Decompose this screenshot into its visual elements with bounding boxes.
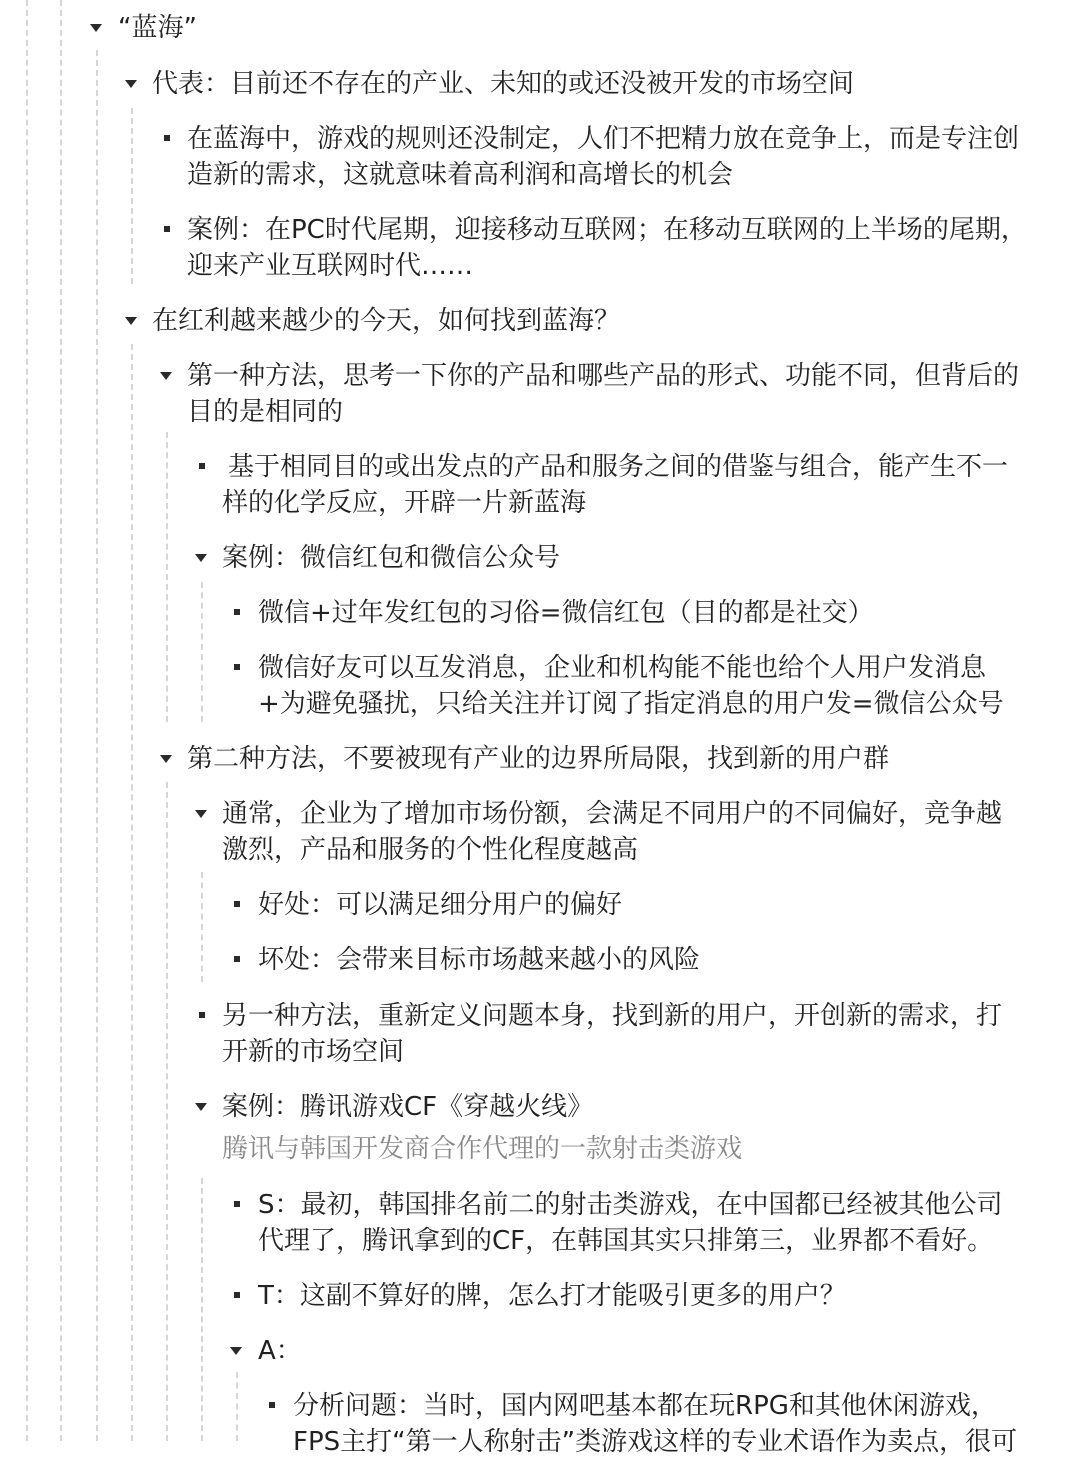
square-bullet-icon [234,1201,240,1207]
square-bullet-icon [234,1292,240,1298]
indent-guide [166,432,168,722]
node-text: “蓝海” [118,13,197,43]
node-text: 代表：目前还不存在的产业、未知的或还没被开发的市场空间 [152,69,855,99]
square-bullet-icon [234,664,240,670]
node-text-continued: 目的是相同的 [187,397,344,427]
node-text-continued: +为避免骚扰，只给关注并订阅了指定消息的用户发=微信公众号 [258,689,1004,719]
node-text: 第一种方法，思考一下你的产品和哪些产品的形式、功能不同，但背后的 [187,361,1020,391]
node-text-continued: 激烈，产品和服务的个性化程度越高 [222,835,639,865]
caret-down-icon[interactable] [195,554,207,562]
indent-guide [201,872,203,982]
node-text-continued: 开新的市场空间 [222,1037,405,1067]
node-text: 微信好友可以互发消息，企业和机构能不能也给个人用户发消息 [258,653,987,683]
node-text: 在红利越来越少的今天，如何找到蓝海？ [152,306,621,336]
node-text-continued: 造新的需求，这就意味着高利润和高增长的机会 [187,160,734,190]
square-bullet-icon [164,226,170,232]
indent-guide [166,782,168,1441]
indent-guide [201,1178,203,1441]
caret-down-icon[interactable] [195,810,207,818]
square-bullet-icon [234,901,240,907]
square-bullet-icon [234,956,240,962]
node-text: 案例：在PC时代尾期，迎接移动互联网；在移动互联网的上半场的尾期， [187,215,1027,245]
node-text: 坏处：会带来目标市场越来越小的风险 [258,945,701,975]
square-bullet-icon [234,609,240,615]
indent-guide [96,50,98,1441]
caret-down-icon[interactable] [195,1103,207,1111]
indent-guide [201,582,203,722]
node-text: 案例：腾讯游戏CF《穿越火线》 [222,1092,594,1122]
indent-guide [236,1372,238,1441]
node-text: S：最初，韩国排名前二的射击类游戏，在中国都已经被其他公司 [258,1190,1003,1220]
square-bullet-icon [199,1012,205,1018]
caret-down-icon[interactable] [230,1347,242,1355]
node-text: T：这副不算好的牌，怎么打才能吸引更多的用户？ [258,1281,846,1311]
node-text: 微信+过年发红包的习俗=微信红包（目的都是社交） [258,598,874,628]
node-text: 在蓝海中，游戏的规则还没制定，人们不把精力放在竞争上，而是专注创 [187,124,1020,154]
node-text: 案例：微信红包和微信公众号 [222,543,561,573]
caret-down-icon[interactable] [125,317,137,325]
square-bullet-icon [164,135,170,141]
node-text-continued: 样的化学反应，开辟一片新蓝海 [222,488,587,518]
square-bullet-icon [269,1402,275,1408]
node-text: 通常，企业为了增加市场份额，会满足不同用户的不同偏好，竞争越 [222,799,1003,829]
square-bullet-icon [199,463,205,469]
node-text: 好处：可以满足细分用户的偏好 [258,890,623,920]
caret-down-icon[interactable] [160,372,172,380]
node-text: 第二种方法，不要被现有产业的边界所局限，找到新的用户群 [187,744,890,774]
caret-down-icon[interactable] [160,755,172,763]
indent-guide [131,108,133,284]
indent-guide [26,0,28,1441]
indent-guide [60,0,62,1441]
node-text-continued: FPS主打“第一人称射击”类游戏这样的专业术语作为卖点，很可 [293,1427,1018,1457]
caret-down-icon[interactable] [125,80,137,88]
node-text-continued: 迎来产业互联网时代…… [187,251,474,281]
node-text: 分析问题：当时，国内网吧基本都在玩RPG和其他休闲游戏， [293,1391,997,1421]
node-text: 另一种方法，重新定义问题本身，找到新的用户，开创新的需求，打 [222,1001,1003,1031]
node-text: A： [258,1336,302,1366]
node-note: 腾讯与韩国开发商合作代理的一款射击类游戏 [222,1134,743,1164]
caret-down-icon[interactable] [90,24,102,32]
node-text: 基于相同目的或出发点的产品和服务之间的借鉴与组合，能产生不一 [228,452,1009,482]
node-text-continued: 代理了，腾讯拿到的CF，在韩国其实只排第三，业界都不看好。 [258,1226,994,1256]
indent-guide [131,344,133,1441]
